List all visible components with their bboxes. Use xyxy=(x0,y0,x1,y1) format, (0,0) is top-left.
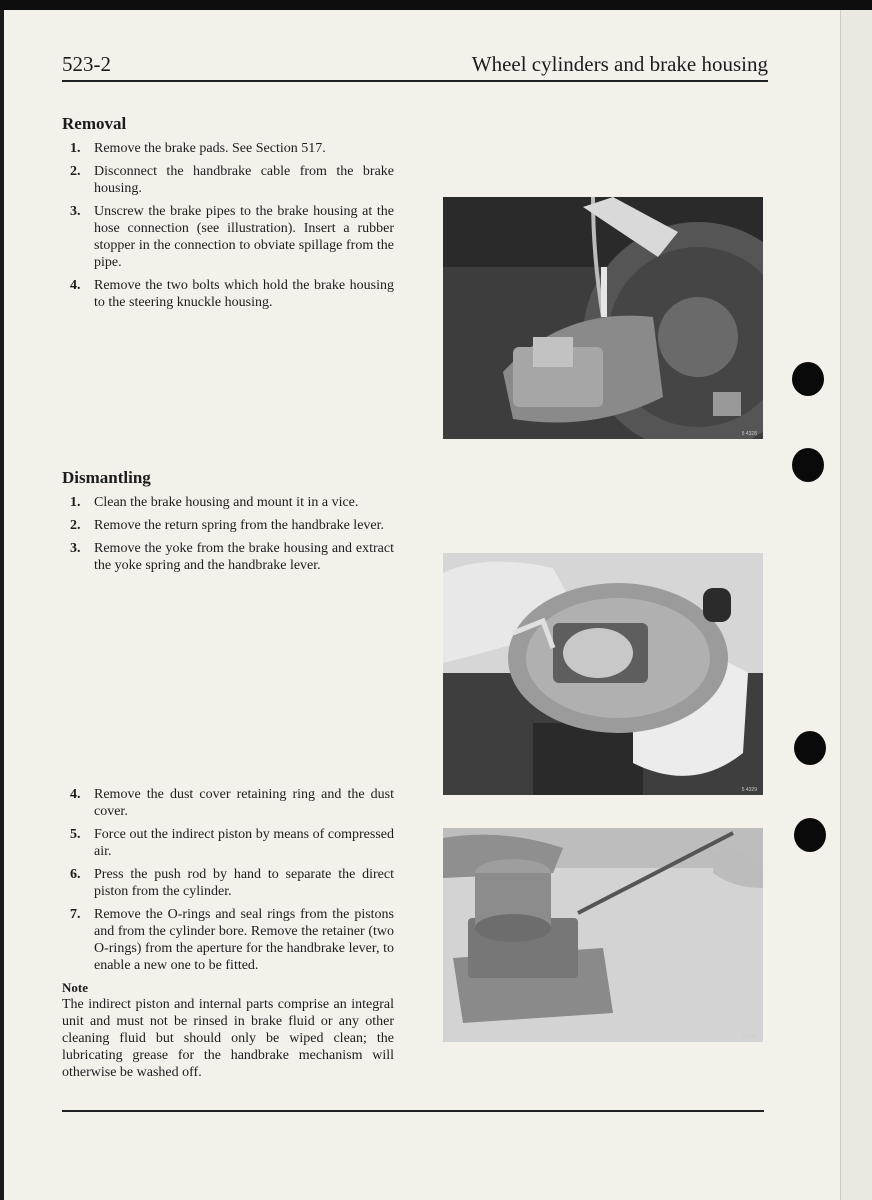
photo-brake-pipe-removal xyxy=(443,197,763,439)
note-text: The indirect piston and internal parts comprise an integral unit and must not be rinsed in brake fluid or any other cleaning fluid but should only be wiped clean; the lubricating grease for the handbrake mechanism will otherwise be washed off. xyxy=(62,997,394,1080)
binder-hole xyxy=(794,818,826,852)
step-text: Force out the indirect piston by means of compressed air. xyxy=(94,827,394,859)
dismantling-section xyxy=(62,468,394,580)
step-number: 4. xyxy=(70,278,81,293)
step-text: Remove the dust cover retaining ring and the dust cover. xyxy=(94,787,394,819)
step-text: Remove the O-rings and seal rings from the pistons and from the cylinder bore. Remove the retainer (two O-rings) from the aperture for the handbrake lever, to enable a new one to be fitted. xyxy=(94,907,394,973)
step-text: Clean the brake housing and mount it in a vice. xyxy=(94,495,359,510)
list-item xyxy=(62,277,394,311)
next-page-edge xyxy=(840,10,872,1200)
removal-heading: Removal xyxy=(62,114,127,133)
photo-piston-removal xyxy=(443,828,763,1042)
dismantling-continued xyxy=(62,786,394,1081)
footer-rule xyxy=(62,1110,764,1112)
step-number: 7. xyxy=(70,907,81,922)
binder-hole xyxy=(792,362,824,396)
step-number: 1. xyxy=(70,141,81,156)
page-number: 523-2 xyxy=(62,52,111,76)
running-title: Wheel cylinders and brake housing xyxy=(471,52,768,76)
dismantling-steps-a xyxy=(62,494,394,574)
list-item xyxy=(62,140,394,157)
list-item xyxy=(62,203,394,271)
scan-top-edge xyxy=(0,0,872,10)
photo-reference-code: 5 4328 xyxy=(741,431,757,437)
step-text: Unscrew the brake pipes to the brake housing at the hose connection (see illustration). Insert a rubber stopper in the connection to obviate spillage from the pipe. xyxy=(94,204,394,270)
step-number: 5. xyxy=(70,827,81,842)
list-item xyxy=(62,540,394,574)
removal-steps xyxy=(62,140,394,311)
list-item xyxy=(62,517,394,534)
dismantling-heading: Dismantling xyxy=(62,468,151,487)
photo-brake-housing-in-hands xyxy=(443,553,763,795)
step-text: Remove the two bolts which hold the brake housing to the steering knuckle housing. xyxy=(94,278,394,310)
photo-reference-code: 5 4330 xyxy=(741,1034,757,1040)
step-text: Remove the return spring from the handbrake lever. xyxy=(94,518,385,533)
step-number: 1. xyxy=(70,495,81,510)
step-number: 3. xyxy=(70,204,81,219)
removal-section xyxy=(62,114,394,317)
list-item xyxy=(62,494,394,511)
list-item xyxy=(62,163,394,197)
list-item xyxy=(62,826,394,860)
brake-housing-photo-illustration xyxy=(443,553,763,795)
step-text: Remove the yoke from the brake housing and extract the yoke spring and the handbrake lever. xyxy=(94,541,394,573)
note-heading: Note xyxy=(62,980,88,995)
list-item xyxy=(62,866,394,900)
brake-pipe-photo-illustration xyxy=(443,197,763,439)
photo-reference-code: 5 4329 xyxy=(741,787,757,793)
step-number: 2. xyxy=(70,518,81,533)
step-number: 3. xyxy=(70,541,81,556)
step-text: Press the push rod by hand to separate the direct piston from the cylinder. xyxy=(94,867,394,899)
binder-hole xyxy=(794,731,826,765)
piston-removal-photo-illustration xyxy=(443,828,763,1042)
step-text: Disconnect the handbrake cable from the brake housing. xyxy=(94,164,394,196)
step-number: 6. xyxy=(70,867,81,882)
step-number: 2. xyxy=(70,164,81,179)
step-number: 4. xyxy=(70,787,81,802)
step-text: Remove the brake pads. See Section 517. xyxy=(94,141,326,156)
list-item xyxy=(62,786,394,820)
dismantling-steps-b xyxy=(62,786,394,974)
binder-hole xyxy=(792,448,824,482)
page-header xyxy=(62,52,768,82)
list-item xyxy=(62,906,394,974)
